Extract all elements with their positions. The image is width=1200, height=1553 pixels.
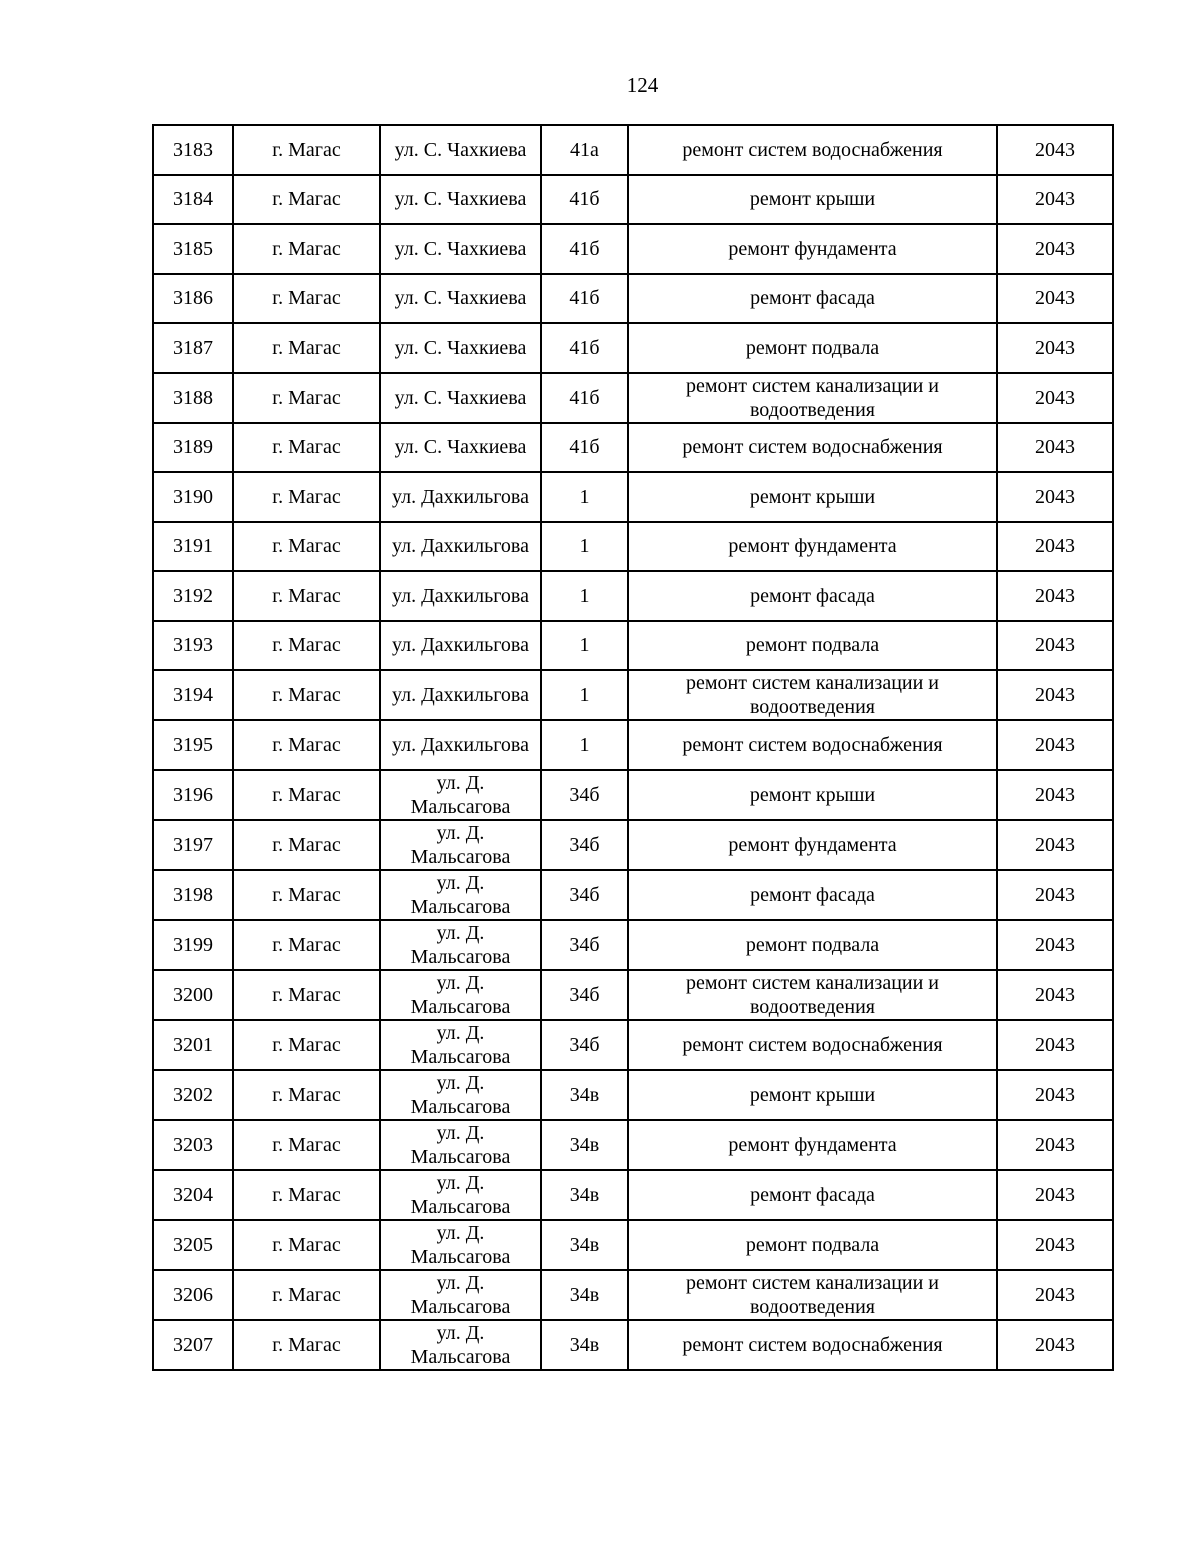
table-row [153,970,1113,1020]
work-type-cell: ремонт подвала [628,621,997,671]
row-number-cell: 3194 [153,670,233,720]
row-number-cell: 3188 [153,373,233,423]
year-cell: 2043 [997,770,1113,820]
year-cell: 2043 [997,1070,1113,1120]
city-cell: г. Магас [233,770,380,820]
house-number-cell: 1 [541,621,628,671]
house-number-cell: 34в [541,1220,628,1270]
table-row [153,274,1113,324]
house-number-cell: 34б [541,970,628,1020]
work-type-cell: ремонт фасада [628,274,997,324]
street-cell: ул. Д. Мальсагова [380,770,541,820]
city-cell: г. Магас [233,125,380,175]
house-number-cell: 41б [541,274,628,324]
house-number-cell: 1 [541,522,628,572]
work-type-cell: ремонт систем водоснабжения [628,125,997,175]
work-type-cell: ремонт подвала [628,323,997,373]
city-cell: г. Магас [233,571,380,621]
work-type-cell: ремонт фасада [628,1170,997,1220]
table-row [153,472,1113,522]
row-number-cell: 3185 [153,224,233,274]
table-row [153,920,1113,970]
row-number-cell: 3193 [153,621,233,671]
year-cell: 2043 [997,970,1113,1020]
work-type-cell: ремонт подвала [628,920,997,970]
house-number-cell: 1 [541,720,628,770]
city-cell: г. Магас [233,820,380,870]
work-type-cell: ремонт крыши [628,472,997,522]
street-cell: ул. Д. Мальсагова [380,820,541,870]
table-row [153,621,1113,671]
city-cell: г. Магас [233,1220,380,1270]
street-cell: ул. Дахкильгова [380,720,541,770]
year-cell: 2043 [997,274,1113,324]
work-type-cell: ремонт подвала [628,1220,997,1270]
work-type-cell: ремонт фасада [628,870,997,920]
row-number-cell: 3184 [153,175,233,225]
house-number-cell: 34б [541,820,628,870]
year-cell: 2043 [997,870,1113,920]
row-number-cell: 3199 [153,920,233,970]
street-cell: ул. С. Чахкиева [380,125,541,175]
street-cell: ул. С. Чахкиева [380,175,541,225]
work-type-cell: ремонт систем канализации и водоотведения [628,373,997,423]
work-type-cell: ремонт крыши [628,1070,997,1120]
work-type-cell: ремонт систем водоснабжения [628,1020,997,1070]
city-cell: г. Магас [233,1170,380,1220]
row-number-cell: 3190 [153,472,233,522]
year-cell: 2043 [997,621,1113,671]
house-number-cell: 41б [541,323,628,373]
row-number-cell: 3192 [153,571,233,621]
row-number-cell: 3206 [153,1270,233,1320]
street-cell: ул. Д. Мальсагова [380,1020,541,1070]
year-cell: 2043 [997,522,1113,572]
row-number-cell: 3197 [153,820,233,870]
table-row [153,1020,1113,1070]
street-cell: ул. С. Чахкиева [380,423,541,473]
work-type-cell: ремонт крыши [628,770,997,820]
year-cell: 2043 [997,125,1113,175]
row-number-cell: 3189 [153,423,233,473]
table-row [153,820,1113,870]
table-row [153,224,1113,274]
city-cell: г. Магас [233,323,380,373]
city-cell: г. Магас [233,472,380,522]
work-type-cell: ремонт систем водоснабжения [628,1320,997,1370]
street-cell: ул. С. Чахкиева [380,323,541,373]
row-number-cell: 3204 [153,1170,233,1220]
city-cell: г. Магас [233,1270,380,1320]
table-row [153,720,1113,770]
year-cell: 2043 [997,175,1113,225]
house-number-cell: 34в [541,1270,628,1320]
year-cell: 2043 [997,720,1113,770]
house-number-cell: 41а [541,125,628,175]
house-number-cell: 34б [541,870,628,920]
table-row [153,423,1113,473]
year-cell: 2043 [997,373,1113,423]
table-row [153,125,1113,175]
year-cell: 2043 [997,670,1113,720]
house-number-cell: 34в [541,1170,628,1220]
work-type-cell: ремонт фасада [628,571,997,621]
year-cell: 2043 [997,1220,1113,1270]
street-cell: ул. Д. Мальсагова [380,1320,541,1370]
table-row [153,1070,1113,1120]
house-number-cell: 41б [541,373,628,423]
city-cell: г. Магас [233,1020,380,1070]
house-number-cell: 41б [541,224,628,274]
row-number-cell: 3202 [153,1070,233,1120]
table-row [153,1220,1113,1270]
house-number-cell: 34б [541,920,628,970]
work-type-cell: ремонт систем водоснабжения [628,720,997,770]
row-number-cell: 3201 [153,1020,233,1070]
row-number-cell: 3191 [153,522,233,572]
city-cell: г. Магас [233,274,380,324]
street-cell: ул. Д. Мальсагова [380,1170,541,1220]
house-number-cell: 1 [541,670,628,720]
street-cell: ул. Д. Мальсагова [380,920,541,970]
street-cell: ул. Д. Мальсагова [380,1220,541,1270]
year-cell: 2043 [997,224,1113,274]
row-number-cell: 3186 [153,274,233,324]
work-type-cell: ремонт систем канализации и водоотведения [628,670,997,720]
city-cell: г. Магас [233,870,380,920]
year-cell: 2043 [997,571,1113,621]
work-type-cell: ремонт систем канализации и водоотведения [628,1270,997,1320]
work-type-cell: ремонт фундамента [628,1120,997,1170]
street-cell: ул. С. Чахкиева [380,224,541,274]
work-type-cell: ремонт фундамента [628,522,997,572]
street-cell: ул. Дахкильгова [380,472,541,522]
house-number-cell: 34б [541,1020,628,1070]
row-number-cell: 3187 [153,323,233,373]
house-number-cell: 34в [541,1120,628,1170]
year-cell: 2043 [997,1020,1113,1070]
street-cell: ул. Д. Мальсагова [380,1070,541,1120]
table-row [153,1320,1113,1370]
house-number-cell: 41б [541,175,628,225]
table-row [153,323,1113,373]
year-cell: 2043 [997,1320,1113,1370]
street-cell: ул. Дахкильгова [380,670,541,720]
table-row [153,770,1113,820]
house-number-cell: 34б [541,770,628,820]
house-number-cell: 1 [541,472,628,522]
city-cell: г. Магас [233,423,380,473]
year-cell: 2043 [997,1270,1113,1320]
city-cell: г. Магас [233,670,380,720]
work-type-cell: ремонт фундамента [628,224,997,274]
repair-schedule-table [152,124,1114,1371]
work-type-cell: ремонт крыши [628,175,997,225]
house-number-cell: 41б [541,423,628,473]
table-row [153,870,1113,920]
year-cell: 2043 [997,472,1113,522]
city-cell: г. Магас [233,1120,380,1170]
street-cell: ул. Д. Мальсагова [380,970,541,1020]
house-number-cell: 34в [541,1070,628,1120]
table-body [153,125,1113,1370]
work-type-cell: ремонт систем водоснабжения [628,423,997,473]
city-cell: г. Магас [233,720,380,770]
table-row [153,522,1113,572]
table-row [153,373,1113,423]
year-cell: 2043 [997,1170,1113,1220]
city-cell: г. Магас [233,970,380,1020]
work-type-cell: ремонт фундамента [628,820,997,870]
work-type-cell: ремонт систем канализации и водоотведения [628,970,997,1020]
table-row [153,670,1113,720]
street-cell: ул. Дахкильгова [380,522,541,572]
street-cell: ул. С. Чахкиева [380,274,541,324]
year-cell: 2043 [997,820,1113,870]
street-cell: ул. Д. Мальсагова [380,1270,541,1320]
street-cell: ул. Д. Мальсагова [380,1120,541,1170]
row-number-cell: 3183 [153,125,233,175]
city-cell: г. Магас [233,1070,380,1120]
street-cell: ул. Дахкильгова [380,621,541,671]
street-cell: ул. С. Чахкиева [380,373,541,423]
street-cell: ул. Д. Мальсагова [380,870,541,920]
city-cell: г. Магас [233,522,380,572]
city-cell: г. Магас [233,920,380,970]
year-cell: 2043 [997,920,1113,970]
city-cell: г. Магас [233,175,380,225]
row-number-cell: 3195 [153,720,233,770]
row-number-cell: 3198 [153,870,233,920]
table-row [153,571,1113,621]
page-number: 124 [626,73,659,97]
city-cell: г. Магас [233,373,380,423]
row-number-cell: 3203 [153,1120,233,1170]
table-row [153,175,1113,225]
year-cell: 2043 [997,323,1113,373]
table-row [153,1270,1113,1320]
year-cell: 2043 [997,423,1113,473]
year-cell: 2043 [997,1120,1113,1170]
table-row [153,1120,1113,1170]
row-number-cell: 3196 [153,770,233,820]
city-cell: г. Магас [233,224,380,274]
city-cell: г. Магас [233,1320,380,1370]
row-number-cell: 3205 [153,1220,233,1270]
table-row [153,1170,1113,1220]
house-number-cell: 1 [541,571,628,621]
row-number-cell: 3200 [153,970,233,1020]
street-cell: ул. Дахкильгова [380,571,541,621]
house-number-cell: 34в [541,1320,628,1370]
row-number-cell: 3207 [153,1320,233,1370]
city-cell: г. Магас [233,621,380,671]
